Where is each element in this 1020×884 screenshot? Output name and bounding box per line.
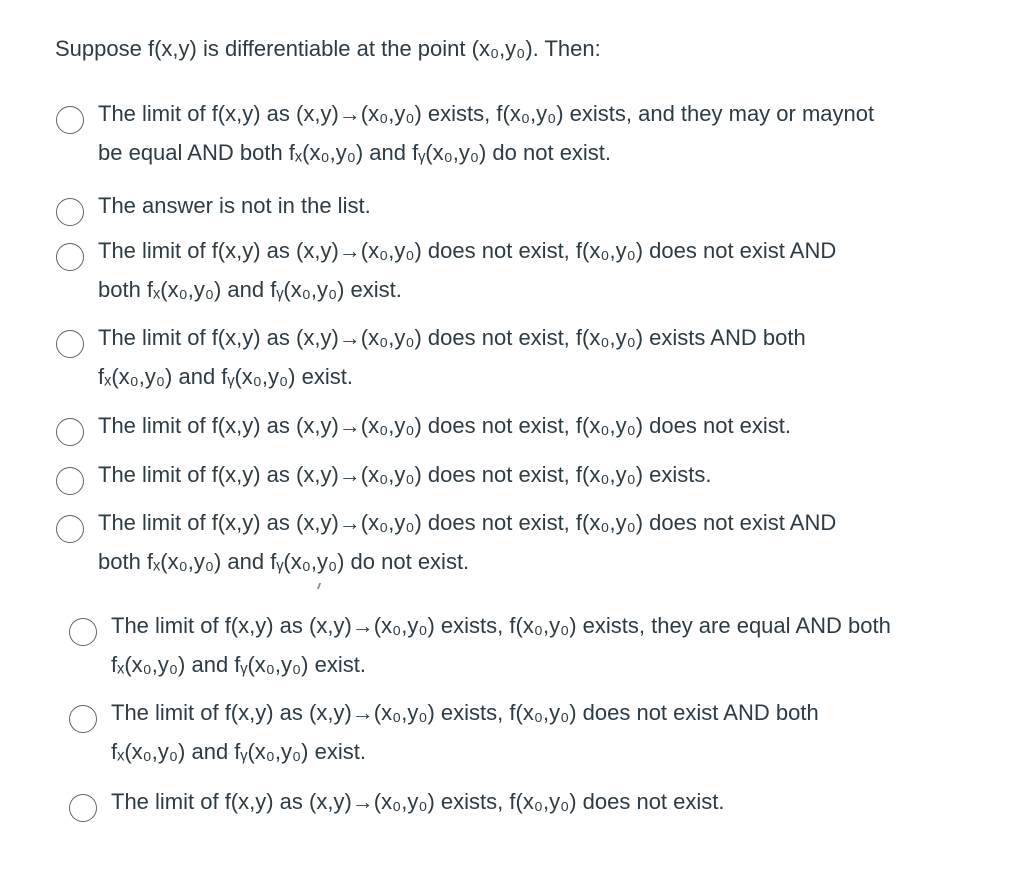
answer-option-2-label: The answer is not in the list. [98,193,371,218]
radio-button-5[interactable] [56,418,84,446]
radio-button-10[interactable] [69,794,97,822]
answer-option-5-label: The limit of f(x,y) as (x,y)→(x₀,y₀) does not exist, f(x₀,y₀) does not exist. [98,413,792,438]
question-stem: Suppose f(x,y) is differentiable at the point (x₀,y₀). Then: [55,36,601,61]
radio-button-4[interactable] [56,330,84,358]
answer-option-8-label: The limit of f(x,y) as (x,y)→(x₀,y₀) exists, f(x₀,y₀) exists, they are equal AND both fₓ(x₀,y₀) and fᵧ(x₀,y₀) exist. [111,613,891,677]
radio-button-9[interactable] [69,705,97,733]
answer-option-10-label: The limit of f(x,y) as (x,y)→(x₀,y₀) exists, f(x₀,y₀) does not exist. [111,789,725,814]
answer-option-9-label: The limit of f(x,y) as (x,y)→(x₀,y₀) exists, f(x₀,y₀) does not exist AND both fₓ(x₀,y₀) and fᵧ(x₀,y₀) exist. [111,700,819,764]
radio-button-7[interactable] [56,515,84,543]
answer-option-4-label: The limit of f(x,y) as (x,y)→(x₀,y₀) does not exist, f(x₀,y₀) exists AND both fₓ(x₀,y₀) and fᵧ(x₀,y₀) exist. [98,325,806,389]
stray-mark [317,583,321,589]
radio-button-3[interactable] [56,243,84,271]
answer-option-6-label: The limit of f(x,y) as (x,y)→(x₀,y₀) does not exist, f(x₀,y₀) exists. [98,462,712,487]
radio-button-1[interactable] [56,106,84,134]
answer-option-3-label: The limit of f(x,y) as (x,y)→(x₀,y₀) does not exist, f(x₀,y₀) does not exist AND both fₓ(x₀,y₀) and fᵧ(x₀,y₀) exist. [98,238,837,302]
answer-option-1-label: The limit of f(x,y) as (x,y)→(x₀,y₀) exists, f(x₀,y₀) exists, and they may or maynot be equal AND both fₓ(x₀,y₀) and fᵧ(x₀,y₀) do not exist. [98,101,875,165]
answer-option-7-label: The limit of f(x,y) as (x,y)→(x₀,y₀) does not exist, f(x₀,y₀) does not exist AND both fₓ(x₀,y₀) and fᵧ(x₀,y₀) do not exist. [98,510,837,574]
radio-button-8[interactable] [69,618,97,646]
radio-button-6[interactable] [56,467,84,495]
radio-button-2[interactable] [56,198,84,226]
